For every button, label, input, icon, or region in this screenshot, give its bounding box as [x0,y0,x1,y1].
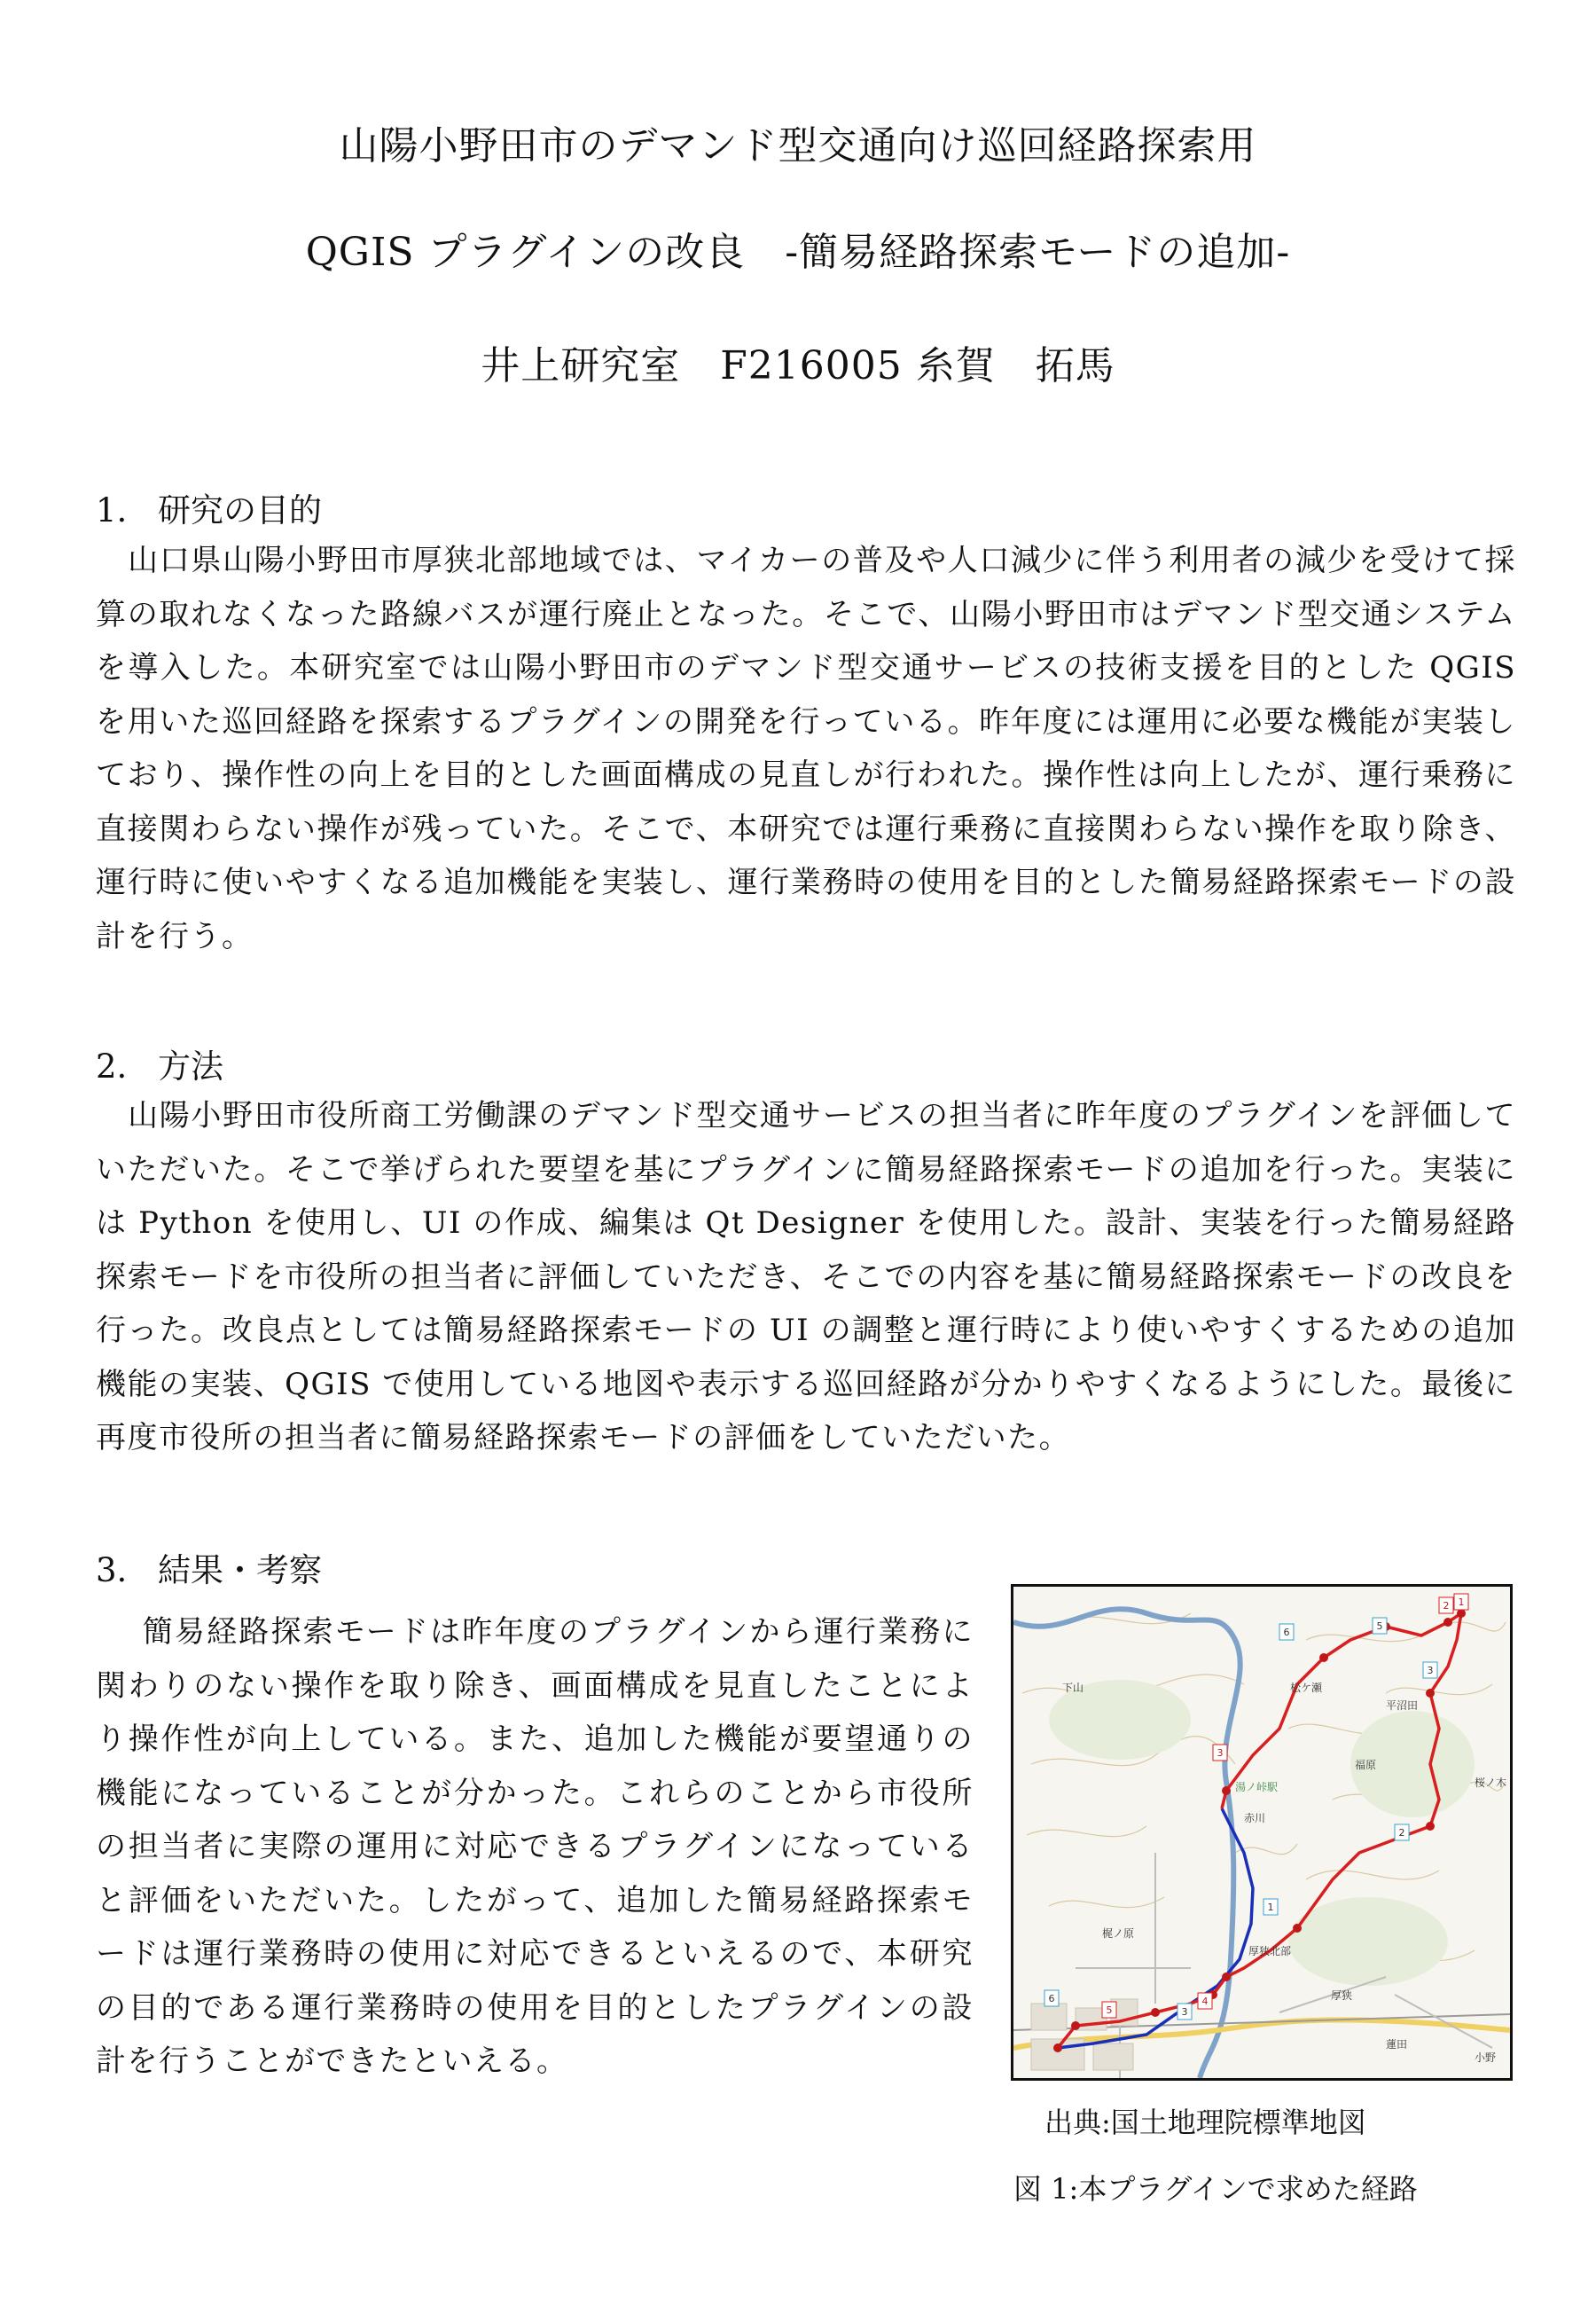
section-2-heading [96,1039,223,1087]
section-1-heading [96,483,322,531]
place-label: 湯ノ峠駅 [1235,1781,1279,1793]
svg-text:1: 1 [1458,1596,1465,1608]
route-marker [1373,1618,1387,1634]
section-3-heading [96,1543,322,1591]
svg-text:3: 3 [1427,1665,1434,1676]
section-title: 結果・考察 [158,1551,322,1589]
figure-caption: 図 1:本プラグインで求めた経路 [1013,2172,1418,2206]
route-map [1013,1587,1510,2078]
route-marker [1454,1594,1468,1610]
route-map-figure [1011,1584,1513,2081]
section-number: 1. [96,491,128,529]
route-marker [1264,1899,1278,1915]
route-marker [1439,1597,1453,1613]
place-label: 小野 [1475,2051,1497,2064]
place-label: 赤川 [1244,1812,1266,1824]
route-marker [1044,1990,1059,2006]
route-marker [1213,1745,1227,1761]
place-label: 桜ノ木 [1475,1777,1507,1789]
svg-text:6: 6 [1048,1993,1055,2004]
section-title: 方法 [158,1047,223,1086]
svg-text:3: 3 [1217,1747,1224,1759]
map-background [1013,1587,1510,2078]
place-label: 平沼田 [1386,1699,1419,1712]
author-line: 井上研究室 F216005 糸賀 拓馬 [481,343,1115,388]
place-label: 松ケ瀬 [1290,1682,1323,1694]
place-label: 厚狭 [1331,1989,1353,2002]
svg-text:1: 1 [1267,1902,1274,1913]
place-label: 梶ノ原 [1102,1927,1135,1940]
section-3-body [96,1605,974,2089]
route-marker [1198,1993,1212,2009]
route-marker [1423,1662,1437,1678]
paragraph-text: 山口県山陽小野田市厚狭北部地域では、マイカーの普及や人口減少に伴う利用者の減少を受けて採算の取れなくなった路線バスが運行廃止となった。そこで、山陽小野田市はデマンド型交通システムを導入した。本研究室では山陽小野田市のデマンド型交通サービスの技術支援を目的とした QGIS を用いた巡回経路を探索するプラグインの開発を行っている。昨年度には運用に必要な機能が実装しており、操作性の向上を目的とした画面構成の見直しが行われた。操作性は向上したが、運行乗務に直接関わらない操作が残っていた。そこで、本研究では運行乗務に直接関わらない操作を取り除き、運行時に使いやすくなる追加機能を実装し、運行業務時の使用を目的とした簡易経路探索モードの設計を行う。 [96,543,1516,954]
svg-text:6: 6 [1283,1627,1290,1638]
svg-text:5: 5 [1376,1620,1383,1632]
section-2-body [96,1089,1516,1465]
title-line-2: QGIS プラグインの改良 -簡易経路探索モードの追加- [305,230,1291,275]
place-label: 厚狭北部 [1248,1945,1292,1957]
title-line-1: 山陽小野田市のデマンド型交通向け巡回経路探索用 [339,123,1257,169]
place-label: 福原 [1355,1759,1377,1771]
place-label: 蓮田 [1386,2038,1408,2051]
svg-text:3: 3 [1181,2006,1188,2018]
route-marker [1102,2002,1116,2018]
paragraph-text: 山陽小野田市役所商工労働課のデマンド型交通サービスの担当者に昨年度のプラグインを評価していただいた。そこで挙げられた要望を基にプラグインに簡易経路探索モードの追加を行った。実装には Python を使用し、UI の作成、編集は Qt Designer を使用した。設計、実装を行った簡易経路探索モードを市役所の担当者に評価していただき、そこでの内容を基に簡易経路探索モードの改良を行った。改良点としては簡易経路探索モードの UI の調整と運行時により使いやすくするための追加機能の実装、QGIS で使用している地図や表示する巡回経路が分かりやすくなるようにした。最後に再度市役所の担当者に簡易経路探索モードの評価をしていただいた。 [96,1098,1516,1455]
paragraph-text: 簡易経路探索モードは昨年度のプラグインから運行業務に関わりのない操作を取り除き、画面構成を見直したことにより操作性が向上している。また、追加した機能が要望通りの機能になっていることが分かった。これらのことから市役所の担当者に実際の運用に対応できるプラグインになっていると評価をいただいた。したがって、追加した簡易経路探索モードは運行業務時の使用に対応できるといえるので、本研究の目的である運行業務時の使用を目的としたプラグインの設計を行うことができたといえる。 [96,1614,974,2079]
svg-text:5: 5 [1106,2004,1113,2016]
section-1-body [96,534,1516,963]
section-title: 研究の目的 [158,491,322,529]
place-label: 下山 [1062,1682,1084,1694]
route-marker [1279,1624,1294,1640]
route-marker [1177,2004,1192,2020]
figure-source: 出典:国土地理院標準地図 [1044,2106,1366,2139]
svg-text:4: 4 [1201,1996,1209,2007]
section-number: 2. [96,1047,128,1086]
route-marker [1395,1824,1409,1840]
svg-text:2: 2 [1443,1600,1450,1612]
section-number: 3. [96,1551,128,1589]
svg-text:2: 2 [1398,1827,1405,1839]
